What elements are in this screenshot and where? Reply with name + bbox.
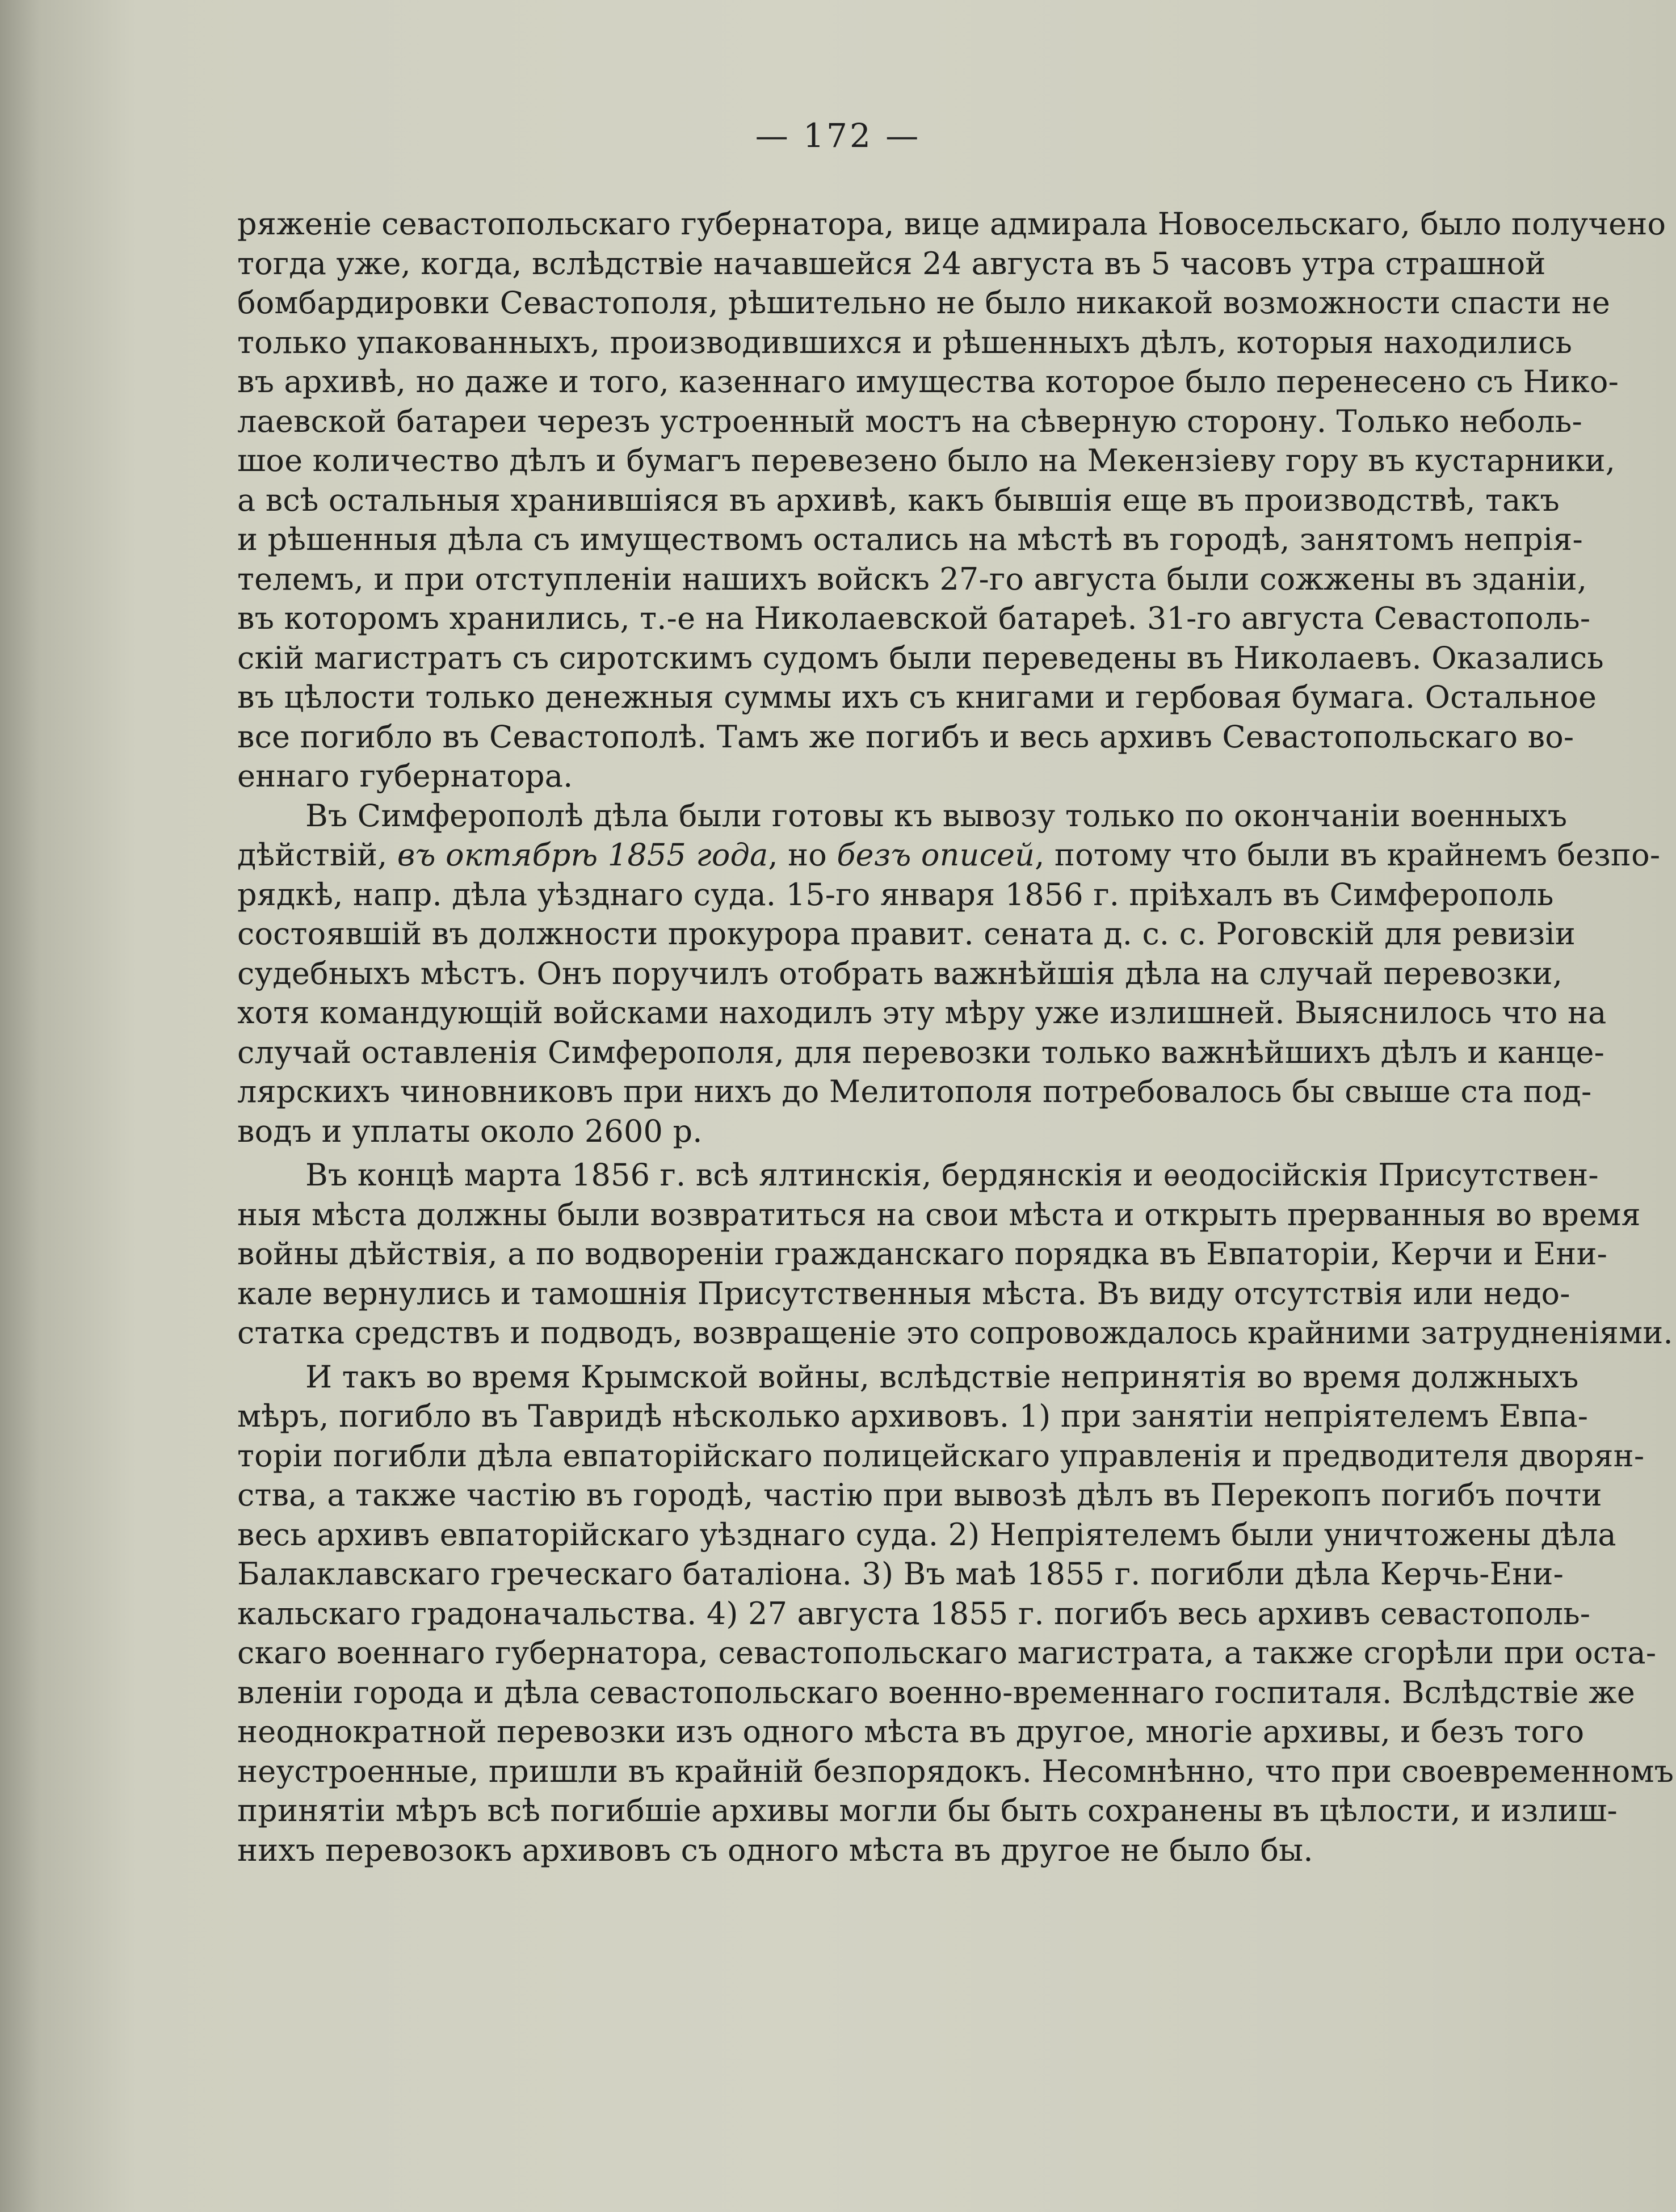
text-line: въ которомъ хранились, т.-е на Николаевской батареѣ. 31-го августа Севастополь-	[237, 600, 1591, 636]
text-line: водъ и уплаты около 2600 р.	[237, 1113, 703, 1149]
text-line: ряженіе севастопольскаго губернатора, вице адмирала Новосельскаго, было получено	[237, 206, 1666, 242]
text-line: ства, а также частію въ городѣ, частію при вывозѣ дѣлъ въ Перекопъ погибъ почти	[237, 1477, 1602, 1513]
text-line: весь архивъ евпаторійскаго уѣзднаго суда. 2) Непріятелемъ были уничтожены дѣла	[237, 1516, 1616, 1553]
text-line: телемъ, и при отступленіи нашихъ войскъ 27-го августа были сожжены въ зданіи,	[237, 561, 1587, 597]
text-line: въ цѣлости только денежныя суммы ихъ съ книгами и гербовая бумага. Остальное	[237, 679, 1597, 715]
text-line: а всѣ остальныя хранившіяся въ архивѣ, какъ бывшія еще въ производствѣ, такъ	[237, 482, 1560, 518]
text-line-with-italics	[237, 835, 1661, 875]
body-text	[237, 204, 1674, 1870]
text-line: шое количество дѣлъ и бумагъ перевезено было на Мекензіеву гору въ кустарники,	[237, 443, 1616, 478]
text-line: хотя командующій войсками находилъ эту мѣру уже излишней. Выяснилось что на	[237, 995, 1607, 1031]
text-line: неустроенные, пришли въ крайній безпорядокъ. Несомнѣнно, что при своевременномъ	[237, 1753, 1674, 1789]
text-line: ныя мѣста должны были возвратиться на свои мѣста и открыть прерванныя во время	[237, 1196, 1641, 1233]
text-line: тогда уже, когда, вслѣдствіе начавшейся 24 августа въ 5 часовъ утра страшной	[237, 245, 1546, 281]
text-line: все погибло въ Севастополѣ. Тамъ же погибъ и весь архивъ Севастопольскаго во-	[237, 718, 1574, 755]
text-line: только упакованныхъ, производившихся и рѣшенныхъ дѣлъ, которыя находились	[237, 324, 1573, 360]
text-run: , но	[768, 837, 837, 873]
text-run: дѣйствій,	[237, 837, 397, 873]
text-line: нихъ перевозокъ архивовъ съ одного мѣста въ другое не было бы.	[237, 1832, 1313, 1868]
text-line: бомбардировки Севастополя, рѣшительно не было никакой возможности спасти не	[237, 285, 1611, 321]
text-line: И такъ во время Крымской войны, вслѣдствіе непринятія во время должныхъ	[305, 1359, 1579, 1395]
text-line: Балаклавскаго греческаго баталіона. 3) Въ маѣ 1855 г. погибли дѣла Керчь-Ени-	[237, 1556, 1564, 1592]
text-line: еннаго губернатора.	[237, 758, 573, 794]
text-line: Въ Симферополѣ дѣла были готовы къ вывозу только по окончаніи военныхъ	[305, 797, 1568, 834]
italic-phrase: безъ описей	[837, 837, 1035, 873]
text-line: лаевской батареи черезъ устроенный мостъ на сѣверную сторону. Только неболь-	[237, 403, 1582, 439]
text-line: статка средствъ и подводъ, возвращеніе это сопровождалось крайними затрудненіями.	[237, 1315, 1673, 1351]
paragraph-1	[237, 204, 1666, 796]
text-line: неоднократной перевозки изъ одного мѣста въ другое, многіе архивы, и безъ того	[237, 1714, 1585, 1750]
paragraph-4	[237, 1357, 1674, 1870]
text-line: торіи погибли дѣла евпаторійскаго полицейскаго управленія и предводителя дворян-	[237, 1437, 1645, 1474]
text-line: судебныхъ мѣстъ. Онъ поручилъ отобрать важнѣйшія дѣла на случай перевозки,	[237, 955, 1563, 991]
paragraph-3	[237, 1155, 1673, 1353]
text-line: и рѣшенныя дѣла съ имуществомъ остались на мѣстѣ въ городѣ, занятомъ непрія-	[237, 522, 1583, 557]
text-run: , потому что были въ крайнемъ безпо-	[1035, 837, 1661, 873]
text-line: скій магистратъ съ сиротскимъ судомъ были переведены въ Николаевъ. Оказались	[237, 640, 1604, 676]
text-line: лярскихъ чиновниковъ при нихъ до Мелитополя потребовалось бы свыше ста под-	[237, 1074, 1592, 1109]
page-number: — 172 —	[755, 116, 921, 155]
italic-date: въ октябрѣ 1855 года	[397, 837, 768, 873]
text-line: рядкѣ, напр. дѣла уѣзднаго суда. 15-го января 1856 г. пріѣхалъ въ Симферополь	[237, 876, 1554, 912]
text-line: состоявшій въ должности прокурора правит. сената д. с. с. Роговскій для ревизіи	[237, 916, 1576, 952]
text-line: вленіи города и дѣла севастопольскаго военно-временнаго госпиталя. Вслѣдствіе же	[237, 1674, 1636, 1710]
paragraph-2	[237, 796, 1661, 1151]
text-line: случай оставленія Симферополя, для перевозки только важнѣйшихъ дѣлъ и канце-	[237, 1034, 1605, 1070]
text-line: кале вернулись и тамошнія Присутственныя мѣста. Въ виду отсутствія или недо-	[237, 1275, 1570, 1311]
text-line: войны дѣйствія, а по водвореніи гражданскаго порядка въ Евпаторіи, Керчи и Ени-	[237, 1236, 1608, 1272]
text-line: мѣръ, погибло въ Тавридѣ нѣсколько архивовъ. 1) при занятіи непріятелемъ Евпа-	[237, 1398, 1589, 1434]
text-line: въ архивѣ, но даже и того, казеннаго имущества которое было перенесено съ Нико-	[237, 364, 1619, 399]
text-line: Въ концѣ марта 1856 г. всѣ ялтинскія, бердянскія и ѳеодосійскія Присутствен-	[305, 1157, 1599, 1193]
text-line: кальскаго градоначальства. 4) 27 августа 1855 г. погибъ весь архивъ севастополь-	[237, 1595, 1591, 1631]
text-line: принятіи мѣръ всѣ погибшіе архивы могли бы быть сохранены въ цѣлости, и излиш-	[237, 1793, 1618, 1828]
text-line: скаго военнаго губернатора, севастопольскаго магистрата, а также сгорѣли при оста-	[237, 1635, 1657, 1671]
